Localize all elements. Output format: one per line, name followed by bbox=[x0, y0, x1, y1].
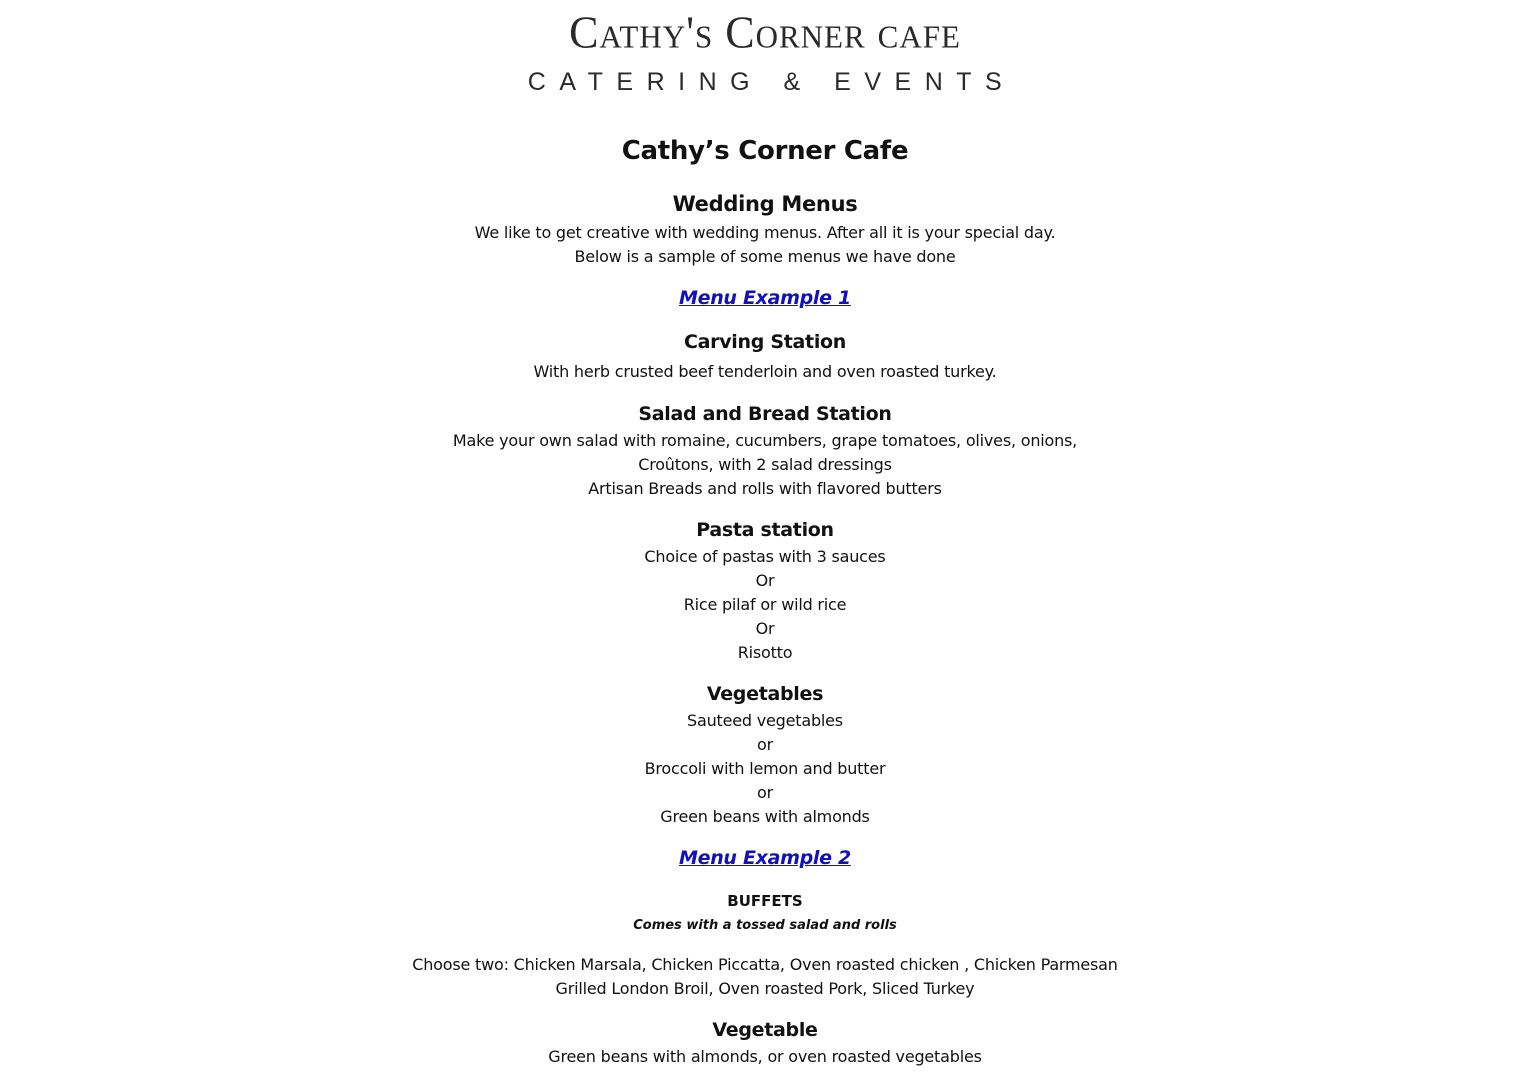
vegetables-line-4: or bbox=[757, 783, 773, 802]
intro-line-1: We like to get creative with wedding menus. After all it is your special day. bbox=[474, 223, 1056, 242]
logo-name: Cathy's Corner cafe bbox=[569, 7, 961, 58]
cafe-logo bbox=[0, 8, 1530, 97]
buffets-heading: BUFFETS bbox=[727, 892, 803, 910]
pasta-line-3: Rice pilaf or wild rice bbox=[683, 595, 847, 614]
carving-station-heading: Carving Station bbox=[683, 331, 847, 353]
vegetables-line-5: Green beans with almonds bbox=[660, 807, 870, 826]
buffets-line-1: Choose two: Chicken Marsala, Chicken Piccatta, Oven roasted chicken , Chicken Parmesan bbox=[412, 955, 1118, 974]
page-title: Cathy’s Corner Cafe bbox=[621, 136, 909, 166]
menu-example-2-link[interactable]: Menu Example 2 bbox=[679, 847, 851, 869]
menu-example-1-wrap bbox=[0, 287, 1530, 309]
vegetable-line-1: Green beans with almonds, or oven roasted vegetables bbox=[548, 1047, 982, 1066]
vegetable-heading: Vegetable bbox=[712, 1019, 818, 1041]
salad-line-1: Make your own salad with romaine, cucumbers, grape tomatoes, olives, onions, bbox=[452, 431, 1078, 450]
intro-line-2: Below is a sample of some menus we have done bbox=[574, 247, 956, 266]
menu-example-2-wrap bbox=[0, 847, 1530, 869]
buffets-note: Comes with a tossed salad and rolls bbox=[633, 918, 897, 933]
vegetables-line-1: Sauteed vegetables bbox=[687, 711, 843, 730]
carving-line-1: With herb crusted beef tenderloin and oven roasted turkey. bbox=[533, 362, 997, 381]
salad-line-3: Artisan Breads and rolls with flavored butters bbox=[588, 479, 942, 498]
pasta-line-2: Or bbox=[755, 571, 775, 590]
buffets-line-2: Grilled London Broil, Oven roasted Pork, Sliced Turkey bbox=[555, 979, 975, 998]
pasta-line-4: Or bbox=[755, 619, 775, 638]
salad-line-2: Croûtons, with 2 salad dressings bbox=[638, 455, 892, 474]
menu-example-1-link[interactable]: Menu Example 1 bbox=[679, 287, 851, 309]
pasta-line-5: Risotto bbox=[737, 643, 793, 662]
logo-tagline: CATERING & EVENTS bbox=[527, 68, 1016, 96]
pasta-station-heading: Pasta station bbox=[696, 519, 834, 541]
pasta-line-1: Choice of pastas with 3 sauces bbox=[644, 547, 886, 566]
vegetables-line-3: Broccoli with lemon and butter bbox=[644, 759, 886, 778]
vegetables-heading: Vegetables bbox=[706, 683, 824, 705]
wedding-menus-heading: Wedding Menus bbox=[672, 192, 858, 216]
salad-station-heading: Salad and Bread Station bbox=[638, 403, 892, 425]
vegetables-line-2: or bbox=[757, 735, 773, 754]
